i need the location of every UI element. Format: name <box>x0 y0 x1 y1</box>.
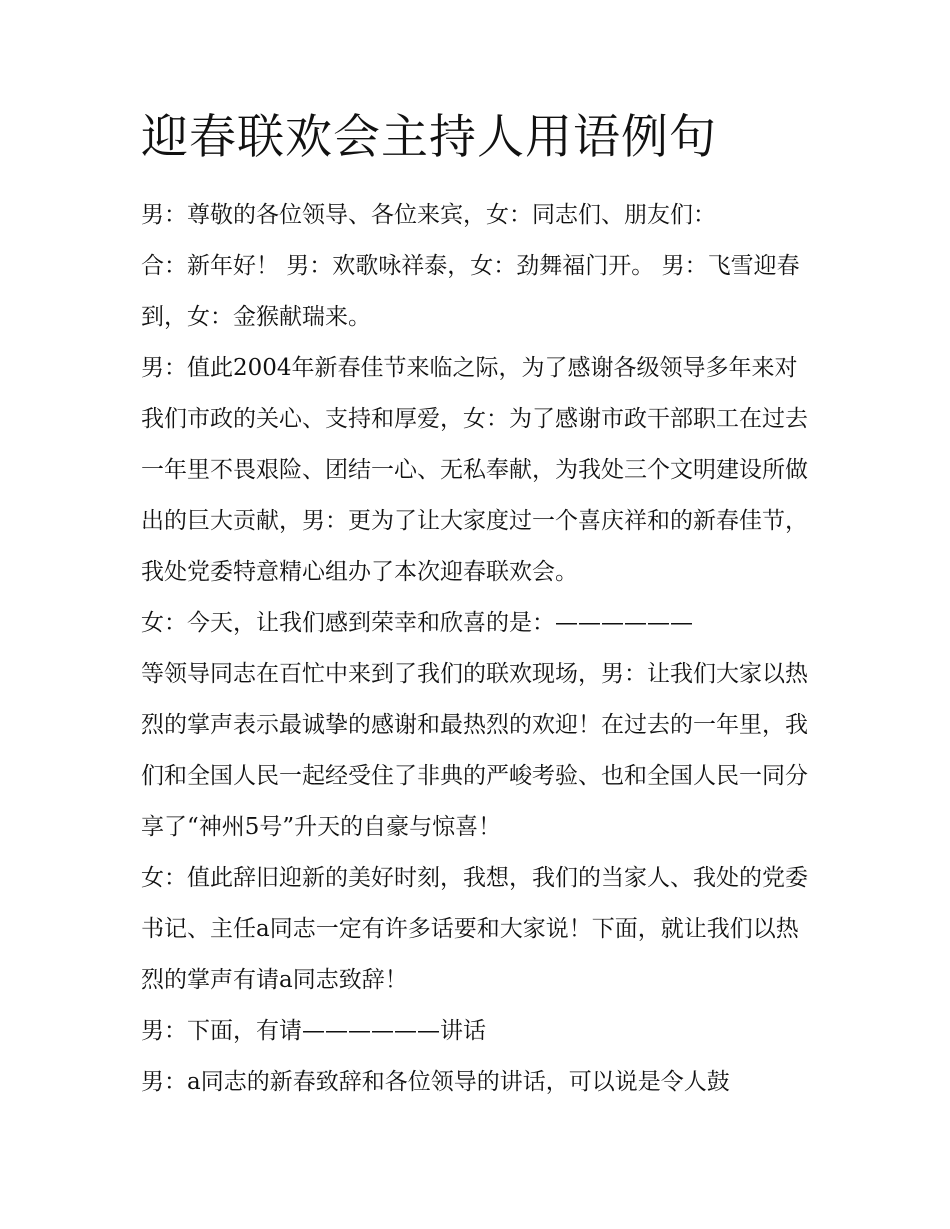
document-body <box>141 190 819 1108</box>
paragraph: 男：下面，有请——————讲话 <box>141 1017 486 1044</box>
paragraph: 合：新年好！ 男：欢歌咏祥泰，女：劲舞福门开。 男：飞雪迎春到，女：金猴献瑞来。 <box>141 252 800 330</box>
paragraph: 男：尊敬的各位领导、各位来宾，女：同志们、朋友们： <box>141 201 716 228</box>
document-title: 迎春联欢会主持人用语例句 <box>141 110 717 165</box>
paragraph: 男：值此2004年新春佳节来临之际，为了感谢各级领导多年来对我们市政的关心、支持和厚爱，女：为了感谢市政干部职工在过去一年里不畏艰险、团结一心、无私奉献，为我处三个文明建设所做出的巨大贡献，男：更为了让大家度过一个喜庆祥和的新春佳节，我处党委特意精心组办了本次迎春联欢会。 <box>141 354 808 585</box>
paragraph: 女：值此辞旧迎新的美好时刻，我想，我们的当家人、我处的党委书记、主任a同志一定有许多话要和大家说！下面，就让我们以热烈的掌声有请a同志致辞！ <box>141 864 808 993</box>
paragraph: 等领导同志在百忙中来到了我们的联欢现场，男：让我们大家以热烈的掌声表示最诚挚的感谢和最热烈的欢迎！在过去的一年里，我们和全国人民一起经受住了非典的严峻考验、也和全国人民一同分享了“神州5号”升天的自豪与惊喜！ <box>141 660 808 840</box>
paragraph: 女：今天，让我们感到荣幸和欣喜的是：—————— <box>141 609 693 636</box>
paragraph: 男：a同志的新春致辞和各位领导的讲话，可以说是令人鼓 <box>141 1068 730 1095</box>
document-content <box>141 112 819 1108</box>
